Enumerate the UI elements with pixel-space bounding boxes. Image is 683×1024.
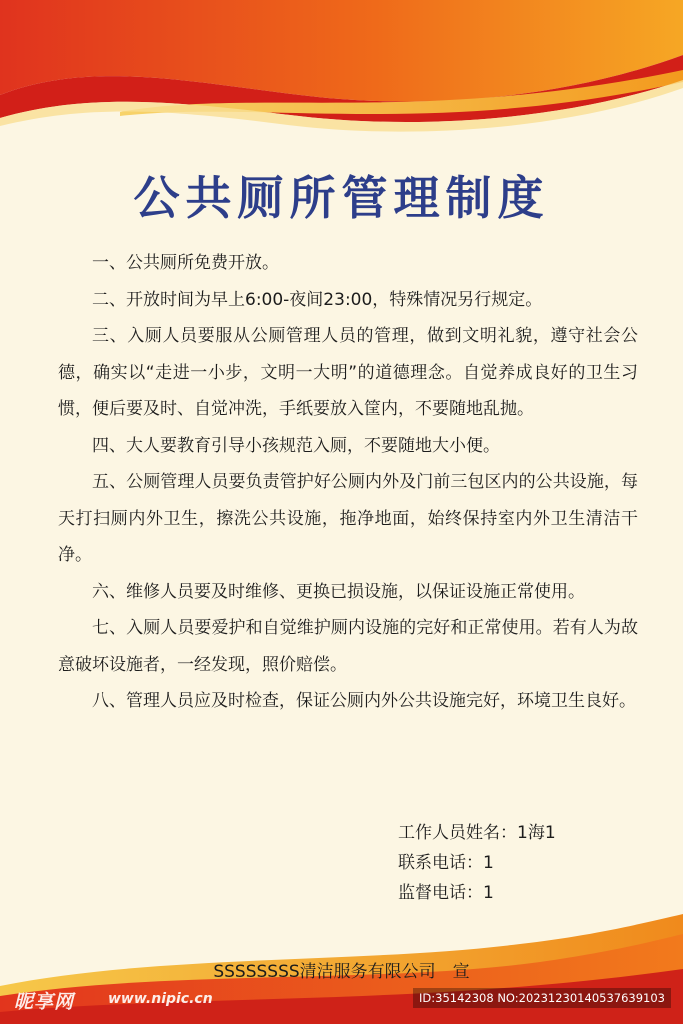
- contact-info: [398, 818, 556, 908]
- page-title: 公共厕所管理制度: [133, 171, 550, 225]
- company-signature: SSSSSSSS清洁服务有限公司 宣: [213, 962, 470, 982]
- rule-6: 六、维修人员要及时维修、更换已损设施，以保证设施正常使用。: [92, 581, 585, 602]
- supervise-phone: 监督电话：1: [398, 883, 494, 903]
- contact-phone: 联系电话：1: [398, 853, 494, 873]
- watermark-logo: 昵享网: [14, 991, 75, 1013]
- top-wave-banner: [0, 0, 683, 150]
- rule-5: 五、公厕管理人员要负责管护好公厕内外及门前三包区内的公共设施，每天打扫厕内外卫生，擦洗公共设施，拖净地面，始终保持室内外卫生清洁干净。: [58, 472, 638, 565]
- rule-3: 三、入厕人员要服从公厕管理人员的管理，做到文明礼貌，遵守社会公德，确实以“走进一小步，文明一大明”的道德理念。自觉养成良好的卫生习惯，便后要及时、自觉冲洗，手纸要放入筐内，不要随地乱抛。: [58, 326, 638, 419]
- rule-8: 八、管理人员应及时检查，保证公厕内外公共设施完好，环境卫生良好。: [92, 691, 636, 711]
- rule-2: 二、开放时间为早上6:00-夜间23:00，特殊情况另行规定。: [92, 289, 543, 310]
- watermark-id: ID:35142308 NO:20231230140537639103: [413, 988, 671, 1008]
- rule-4: 四、大人要教育引导小孩规范入厕，不要随地大小便。: [92, 435, 500, 456]
- rule-1: 一、公共厕所免费开放。: [92, 253, 279, 273]
- watermark-url: www.nipic.cn: [108, 991, 213, 1007]
- staff-name: 工作人员姓名：1海1: [398, 823, 556, 843]
- rule-7: 七、入厕人员要爱护和自觉维护厕内设施的完好和正常使用。若有人为故意破坏设施者，一经发现，照价赔偿。: [58, 618, 638, 675]
- rules-list: [58, 245, 638, 720]
